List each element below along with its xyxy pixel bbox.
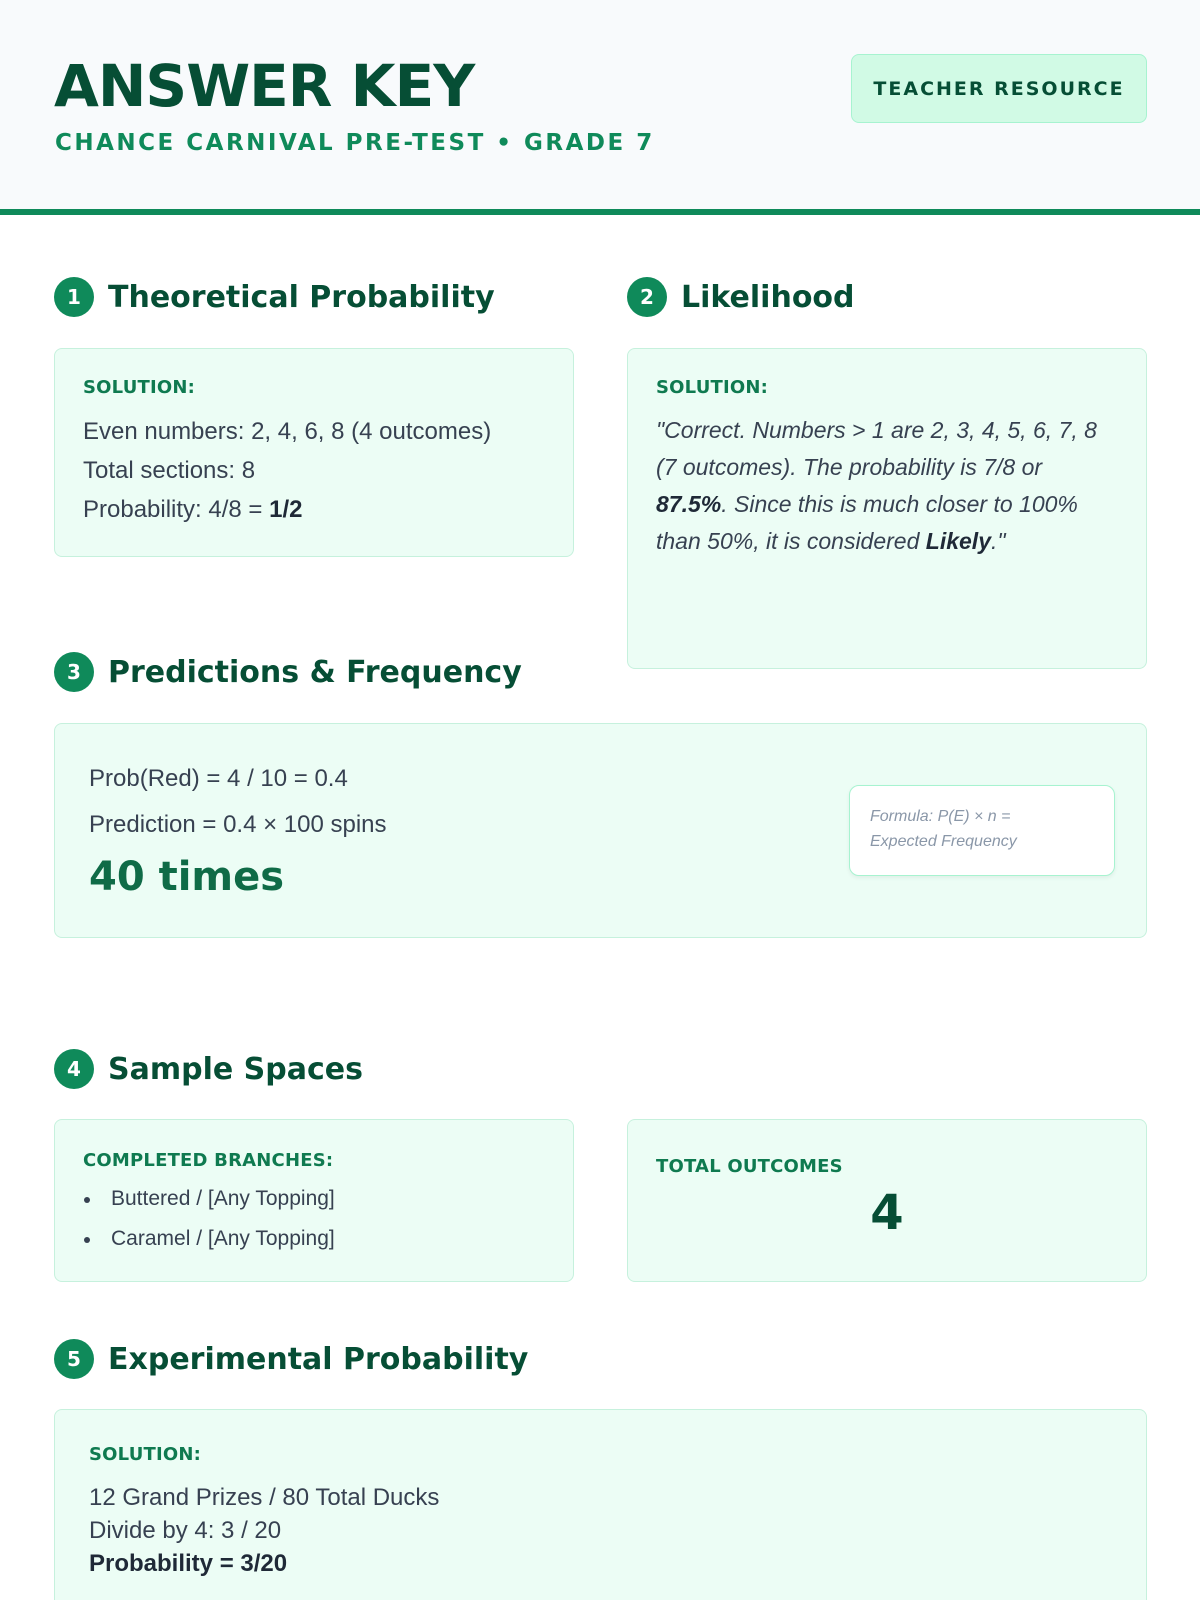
list-item: Caramel / [Any Topping]: [83, 1219, 545, 1259]
section-number-badge: 1: [54, 277, 94, 317]
section-title: Likelihood: [681, 279, 855, 315]
formula-text: Expected Frequency: [870, 833, 1017, 850]
formula-text: Formula: P(E) × n =: [870, 808, 1011, 825]
solution-label: SOLUTION:: [83, 377, 196, 398]
page-title: ANSWER KEY: [54, 52, 475, 120]
section-5-header: [54, 1339, 528, 1379]
formula-hint-box: [849, 785, 1115, 876]
section-title: Sample Spaces: [108, 1051, 363, 1087]
section-title: Theoretical Probability: [108, 279, 495, 315]
quote-text: .": [991, 528, 1006, 554]
calc-line: Prediction = 0.4 × 100 spins: [89, 811, 387, 838]
section-number-badge: 3: [54, 652, 94, 692]
solution-label: SOLUTION:: [89, 1444, 202, 1465]
section-2-header: [627, 277, 855, 317]
list-item: Buttered / [Any Topping]: [83, 1179, 545, 1219]
section-number-badge: 2: [627, 277, 667, 317]
solution-line: Even numbers: 2, 4, 6, 8 (4 outcomes): [83, 418, 492, 445]
calc-line: Prob(Red) = 4 / 10 = 0.4: [89, 765, 348, 792]
quote-text: . Since this is much closer to 100% than 50%, it is considered: [656, 491, 1078, 554]
branches-card: [54, 1119, 574, 1282]
solution-result: [83, 490, 545, 529]
section-title: Experimental Probability: [108, 1341, 529, 1377]
total-outcomes-value: 4: [870, 1185, 904, 1241]
solution-card-5: [54, 1409, 1147, 1600]
branches-list: [83, 1179, 545, 1259]
teacher-resource-badge: TEACHER RESOURCE: [851, 54, 1147, 123]
quote-text: "Correct. Numbers > 1 are 2, 3, 4, 5, 6, 7, 8 (7 outcomes). The probability is 7/8 or: [656, 417, 1097, 480]
section-3-header: [54, 652, 522, 692]
section-4-header: [54, 1049, 363, 1089]
solution-line: Divide by 4: 3 / 20: [89, 1517, 282, 1544]
prediction-answer: 40 times: [89, 854, 285, 900]
solution-card-1: [54, 348, 574, 557]
likelihood-explanation: [656, 412, 1118, 560]
total-outcomes-card: [627, 1119, 1147, 1282]
prediction-card: [54, 723, 1147, 938]
result-value: 1/2: [269, 496, 303, 523]
total-outcomes-label: TOTAL OUTCOMES: [656, 1156, 843, 1177]
solution-line: 12 Grand Prizes / 80 Total Ducks: [89, 1484, 440, 1511]
branches-label: COMPLETED BRANCHES:: [83, 1150, 334, 1171]
solution-result: Probability = 3/20: [89, 1550, 288, 1577]
section-1-header: [54, 277, 495, 317]
solution-label: SOLUTION:: [656, 377, 769, 398]
quote-emphasis: Likely: [925, 528, 991, 554]
solution-line: Total sections: 8: [83, 457, 256, 484]
result-prefix: Probability: 4/8 =: [83, 496, 270, 523]
page-header: [0, 0, 1200, 215]
quote-emphasis: 87.5%: [656, 491, 722, 517]
page-subtitle: CHANCE CARNIVAL PRE-TEST • GRADE 7: [55, 130, 655, 156]
section-number-badge: 5: [54, 1339, 94, 1379]
solution-card-2: [627, 348, 1147, 669]
section-number-badge: 4: [54, 1049, 94, 1089]
section-title: Predictions & Frequency: [108, 654, 522, 690]
